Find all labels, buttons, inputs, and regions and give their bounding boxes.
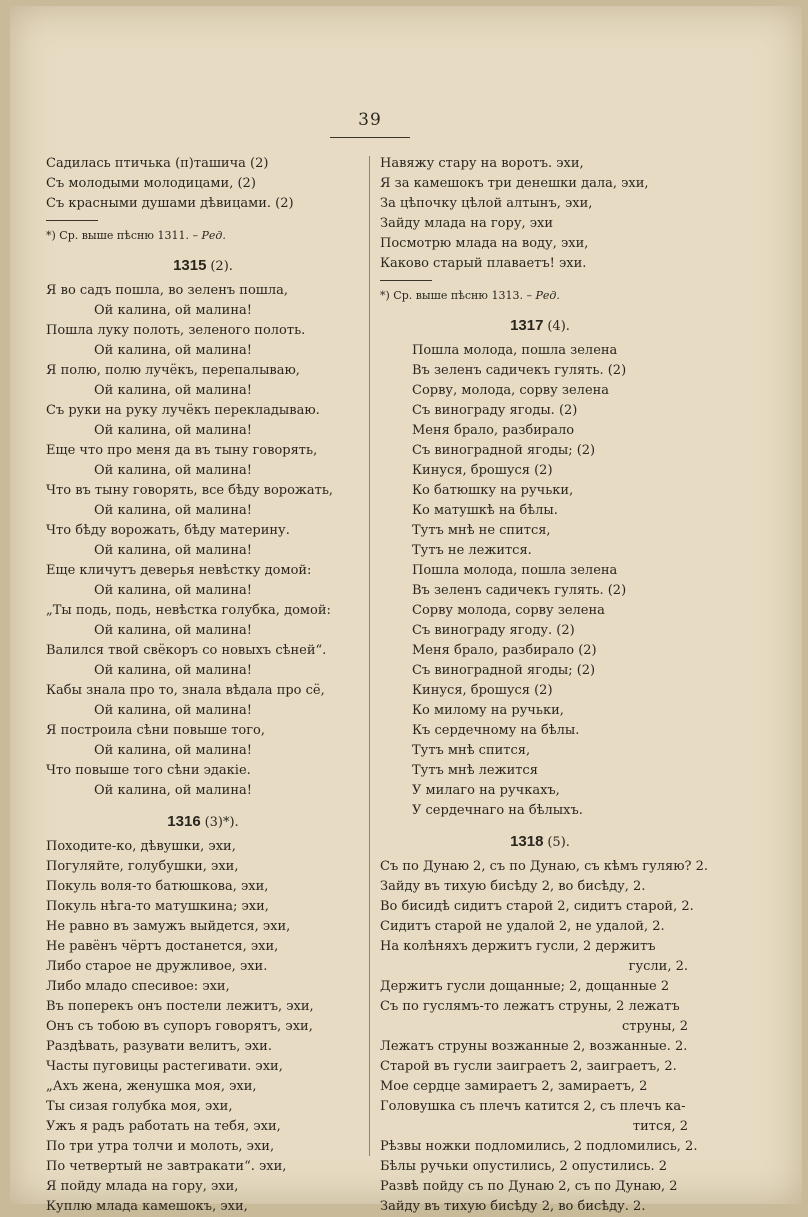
verse-line: Лежатъ струны возжанные 2, возжанные. 2. — [380, 1039, 688, 1054]
verse-line: Онъ съ тобою въ супоръ говорятъ, эхи, — [46, 1019, 313, 1034]
verse-line: Зайду млада на гору, эхи — [380, 216, 554, 231]
song-1318 — [380, 857, 709, 1217]
song-number: 1317 — [510, 317, 544, 334]
verse-line: Ой калина, ой малина! — [94, 423, 252, 438]
verse-line: Съ виноградной ягоды; (2) — [412, 443, 596, 458]
verse-line: Навяжу стару на воротъ. эхи, — [380, 156, 584, 171]
verse-line: Либо старое не дружливое, эхи. — [46, 959, 268, 974]
verse-line: Рѣзвы ножки подломились, 2 подломились, 2. — [380, 1139, 698, 1154]
page-number-rule — [330, 137, 410, 138]
verse-line: Зайду въ тихую бисѣду 2, во бисѣду. 2. — [380, 1199, 646, 1214]
verse-line: Кинуся, брошуся (2) — [412, 463, 553, 478]
verse-line: Сидитъ старой не удалой 2, не удалой, 2. — [380, 919, 665, 934]
verse-line: Держитъ гусли дощанные; 2, дощанные 2 — [380, 979, 670, 994]
song-number: 1315 — [173, 257, 207, 274]
verse-line: Тутъ мнѣ лежится — [412, 763, 538, 778]
verse-line: тится, 2 — [632, 1119, 688, 1134]
verse-line: У сердечнаго на бѣлыхъ. — [412, 803, 583, 818]
right-column — [380, 154, 709, 1217]
verse-line: По три утра толчи и молоть, эхи, — [46, 1139, 275, 1154]
verse-line: У милаго на ручкахъ, — [412, 783, 560, 798]
verse-line: „Ахъ жена, женушка моя, эхи, — [46, 1079, 257, 1094]
verse-line: Въ зеленъ садичекъ гулять. (2) — [412, 583, 627, 598]
verse-line: Зайду въ тихую бисѣду 2, во бисѣду, 2. — [380, 879, 646, 894]
verse-line: Покуль воля-то батюшкова, эхи, — [46, 879, 269, 894]
verse-line: Я во садъ пошла, во зеленъ пошла, — [46, 283, 288, 298]
verse-line: Что въ тыну говорять, все бѣду ворожать, — [46, 483, 334, 498]
verse-line: Съ красными душами дѣвицами. (2) — [46, 196, 294, 211]
verse-line: Съ по гуслямъ-то лежатъ струны, 2 лежатъ — [380, 999, 680, 1014]
verse-line: Съ руки на руку лучёкъ перекладываю. — [46, 403, 320, 418]
verse-line: По четвертый не завтракати“. эхи, — [46, 1159, 287, 1174]
verse-line: Сорву, молода, сорву зелена — [412, 383, 610, 398]
verse-line: Съ молодыми молодицами, (2) — [46, 176, 256, 191]
verse-line: „Ты подь, подь, невѣстка голубка, домой: — [46, 603, 331, 618]
verse-line: Съ винограду ягоды. (2) — [412, 403, 578, 418]
footnote-text: *) Ср. выше пѣсню 1313. – — [380, 289, 532, 302]
verse-line: За цѣпочку цѣлой алтынъ, эхи, — [380, 196, 593, 211]
verse-line: гусли, 2. — [628, 959, 688, 974]
verse-line: Часты пуговицы растегивати. эхи, — [46, 1059, 283, 1074]
verse-line: Къ сердечному на бѣлы. — [412, 723, 580, 738]
song-variant: (4). — [547, 319, 570, 334]
verse-line: Мое сердце замираетъ 2, замираетъ, 2 — [380, 1079, 648, 1094]
footnote-rule — [46, 220, 98, 221]
verse-line: Раздѣвать, разувати велитъ, эхи. — [46, 1039, 272, 1054]
verse-line: Тутъ мнѣ не спится, — [412, 523, 551, 538]
verse-line: Ты сизая голубка моя, эхи, — [46, 1099, 233, 1114]
verse-line: Ой калина, ой малина! — [94, 703, 252, 718]
footnote-editor: Ред. — [201, 229, 226, 242]
verse-line: Я за камешокъ три денешки дала, эхи, — [380, 176, 649, 191]
verse-line: Погуляйте, голубушки, эхи, — [46, 859, 239, 874]
verse-line: Ой калина, ой малина! — [94, 503, 252, 518]
verse-line: Ой калина, ой малина! — [94, 343, 252, 358]
song-1315 — [46, 281, 360, 801]
verse-line: Съ по Дунаю 2, съ по Дунаю, съ кѣмъ гуляю? 2. — [380, 859, 709, 874]
verse-line: Валился твой свёкоръ со новыхъ сѣней“. — [46, 643, 327, 658]
song-continuation — [46, 154, 360, 214]
verse-line: Пошла молода, пошла зелена — [412, 343, 618, 358]
book-page — [10, 6, 802, 1214]
verse-line: Сорву молода, сорву зелена — [412, 603, 605, 618]
verse-line: Я построила сѣни повыше того, — [46, 723, 265, 738]
verse-line: Куплю млада камешокъ, эхи, — [46, 1199, 248, 1214]
verse-line: Я полю, полю лучёкъ, перепалываю, — [46, 363, 300, 378]
song-heading-1316 — [46, 809, 360, 833]
verse-line: Не равёнъ чёртъ достанется, эхи, — [46, 939, 279, 954]
verse-line: Либо младо спесивое: эхи, — [46, 979, 230, 994]
verse-line: Ко батюшку на ручьки, — [412, 483, 574, 498]
song-variant: (5). — [547, 835, 570, 850]
verse-line: Что бѣду ворожать, бѣду материну. — [46, 523, 290, 538]
verse-line: Садилась птичька (п)ташича (2) — [46, 156, 269, 171]
verse-line: Посмотрю млада на воду, эхи, — [380, 236, 589, 251]
verse-line: Кабы знала про то, знала вѣдала про сё, — [46, 683, 325, 698]
page-number: 39 — [358, 110, 382, 130]
verse-line: Меня брало, разбирало — [412, 423, 575, 438]
footnote-text: *) Ср. выше пѣсню 1311. – — [46, 229, 198, 242]
verse-line: Ужъ я радъ работать на тебя, эхи, — [46, 1119, 281, 1134]
verse-line: Кинуся, брошуся (2) — [412, 683, 553, 698]
verse-line: Ой калина, ой малина! — [94, 663, 252, 678]
column-divider — [369, 156, 370, 1156]
verse-line: Во бисидѣ сидитъ старой 2, сидитъ старой, 2. — [380, 899, 694, 914]
verse-line: Тутъ не лежится. — [412, 543, 532, 558]
verse-line: Ко милому на ручьки, — [412, 703, 564, 718]
verse-line: Старой въ гусли заиграетъ 2, заиграетъ, 2. — [380, 1059, 677, 1074]
footnote — [46, 227, 360, 245]
song-variant: (3)*). — [204, 815, 239, 830]
verse-line: Ой калина, ой малина! — [94, 303, 252, 318]
verse-line: Еще что про меня да въ тыну говорять, — [46, 443, 318, 458]
song-heading-1317 — [380, 313, 700, 337]
verse-line: Ко матушкѣ на бѣлы. — [412, 503, 558, 518]
song-1316 — [46, 837, 360, 1217]
verse-line: Тутъ мнѣ спится, — [412, 743, 531, 758]
verse-line: Въ поперекъ онъ постели лежитъ, эхи, — [46, 999, 314, 1014]
verse-line: Ой калина, ой малина! — [94, 743, 252, 758]
verse-line: На колѣняхъ держитъ гусли, 2 держитъ — [380, 939, 656, 954]
verse-line: Покуль нѣга-то матушкина; эхи, — [46, 899, 269, 914]
song-variant: (2). — [210, 259, 233, 274]
song-heading-1315 — [46, 253, 360, 277]
song-number: 1316 — [167, 813, 201, 830]
song-number: 1318 — [510, 833, 544, 850]
verse-line: Что повыше того сѣни эдакіе. — [46, 763, 251, 778]
verse-line: Еще кличутъ деверья невѣстку домой: — [46, 563, 312, 578]
verse-line: Въ зеленъ садичекъ гулять. (2) — [412, 363, 627, 378]
verse-line: Походите-ко, дѣвушки, эхи, — [46, 839, 236, 854]
verse-line: Ой калина, ой малина! — [94, 463, 252, 478]
verse-line: Головушка съ плечъ катится 2, съ плечъ ка- — [380, 1099, 686, 1114]
verse-line: Ой калина, ой малина! — [94, 623, 252, 638]
song-heading-1318 — [380, 829, 700, 853]
verse-line: Пошла молода, пошла зелена — [412, 563, 618, 578]
verse-line: Ой калина, ой малина! — [94, 583, 252, 598]
left-column — [46, 154, 360, 1217]
verse-line: Я пойду млада на гору, эхи, — [46, 1179, 239, 1194]
verse-line: Не равно въ замужъ выйдется, эхи, — [46, 919, 291, 934]
footnote — [380, 287, 700, 305]
verse-line: Ой калина, ой малина! — [94, 383, 252, 398]
verse-line: Ой калина, ой малина! — [94, 783, 252, 798]
verse-line: Каково старый плаваетъ! эхи. — [380, 256, 587, 271]
verse-line: Бѣлы ручьки опустились, 2 опустились. 2 — [380, 1159, 668, 1174]
song-continuation — [380, 154, 700, 274]
verse-line: Меня брало, разбирало (2) — [412, 643, 597, 658]
footnote-rule — [380, 280, 432, 281]
verse-line: Пошла луку полоть, зеленого полоть. — [46, 323, 306, 338]
verse-line: Ой калина, ой малина! — [94, 543, 252, 558]
song-1317 — [380, 341, 700, 821]
verse-line: Съ винограду ягоду. (2) — [412, 623, 575, 638]
verse-line: струны, 2 — [622, 1019, 688, 1034]
footnote-editor: Ред. — [535, 289, 560, 302]
verse-line: Съ виноградной ягоды; (2) — [412, 663, 596, 678]
verse-line: Развѣ пойду съ по Дунаю 2, съ по Дунаю, 2 — [380, 1179, 678, 1194]
